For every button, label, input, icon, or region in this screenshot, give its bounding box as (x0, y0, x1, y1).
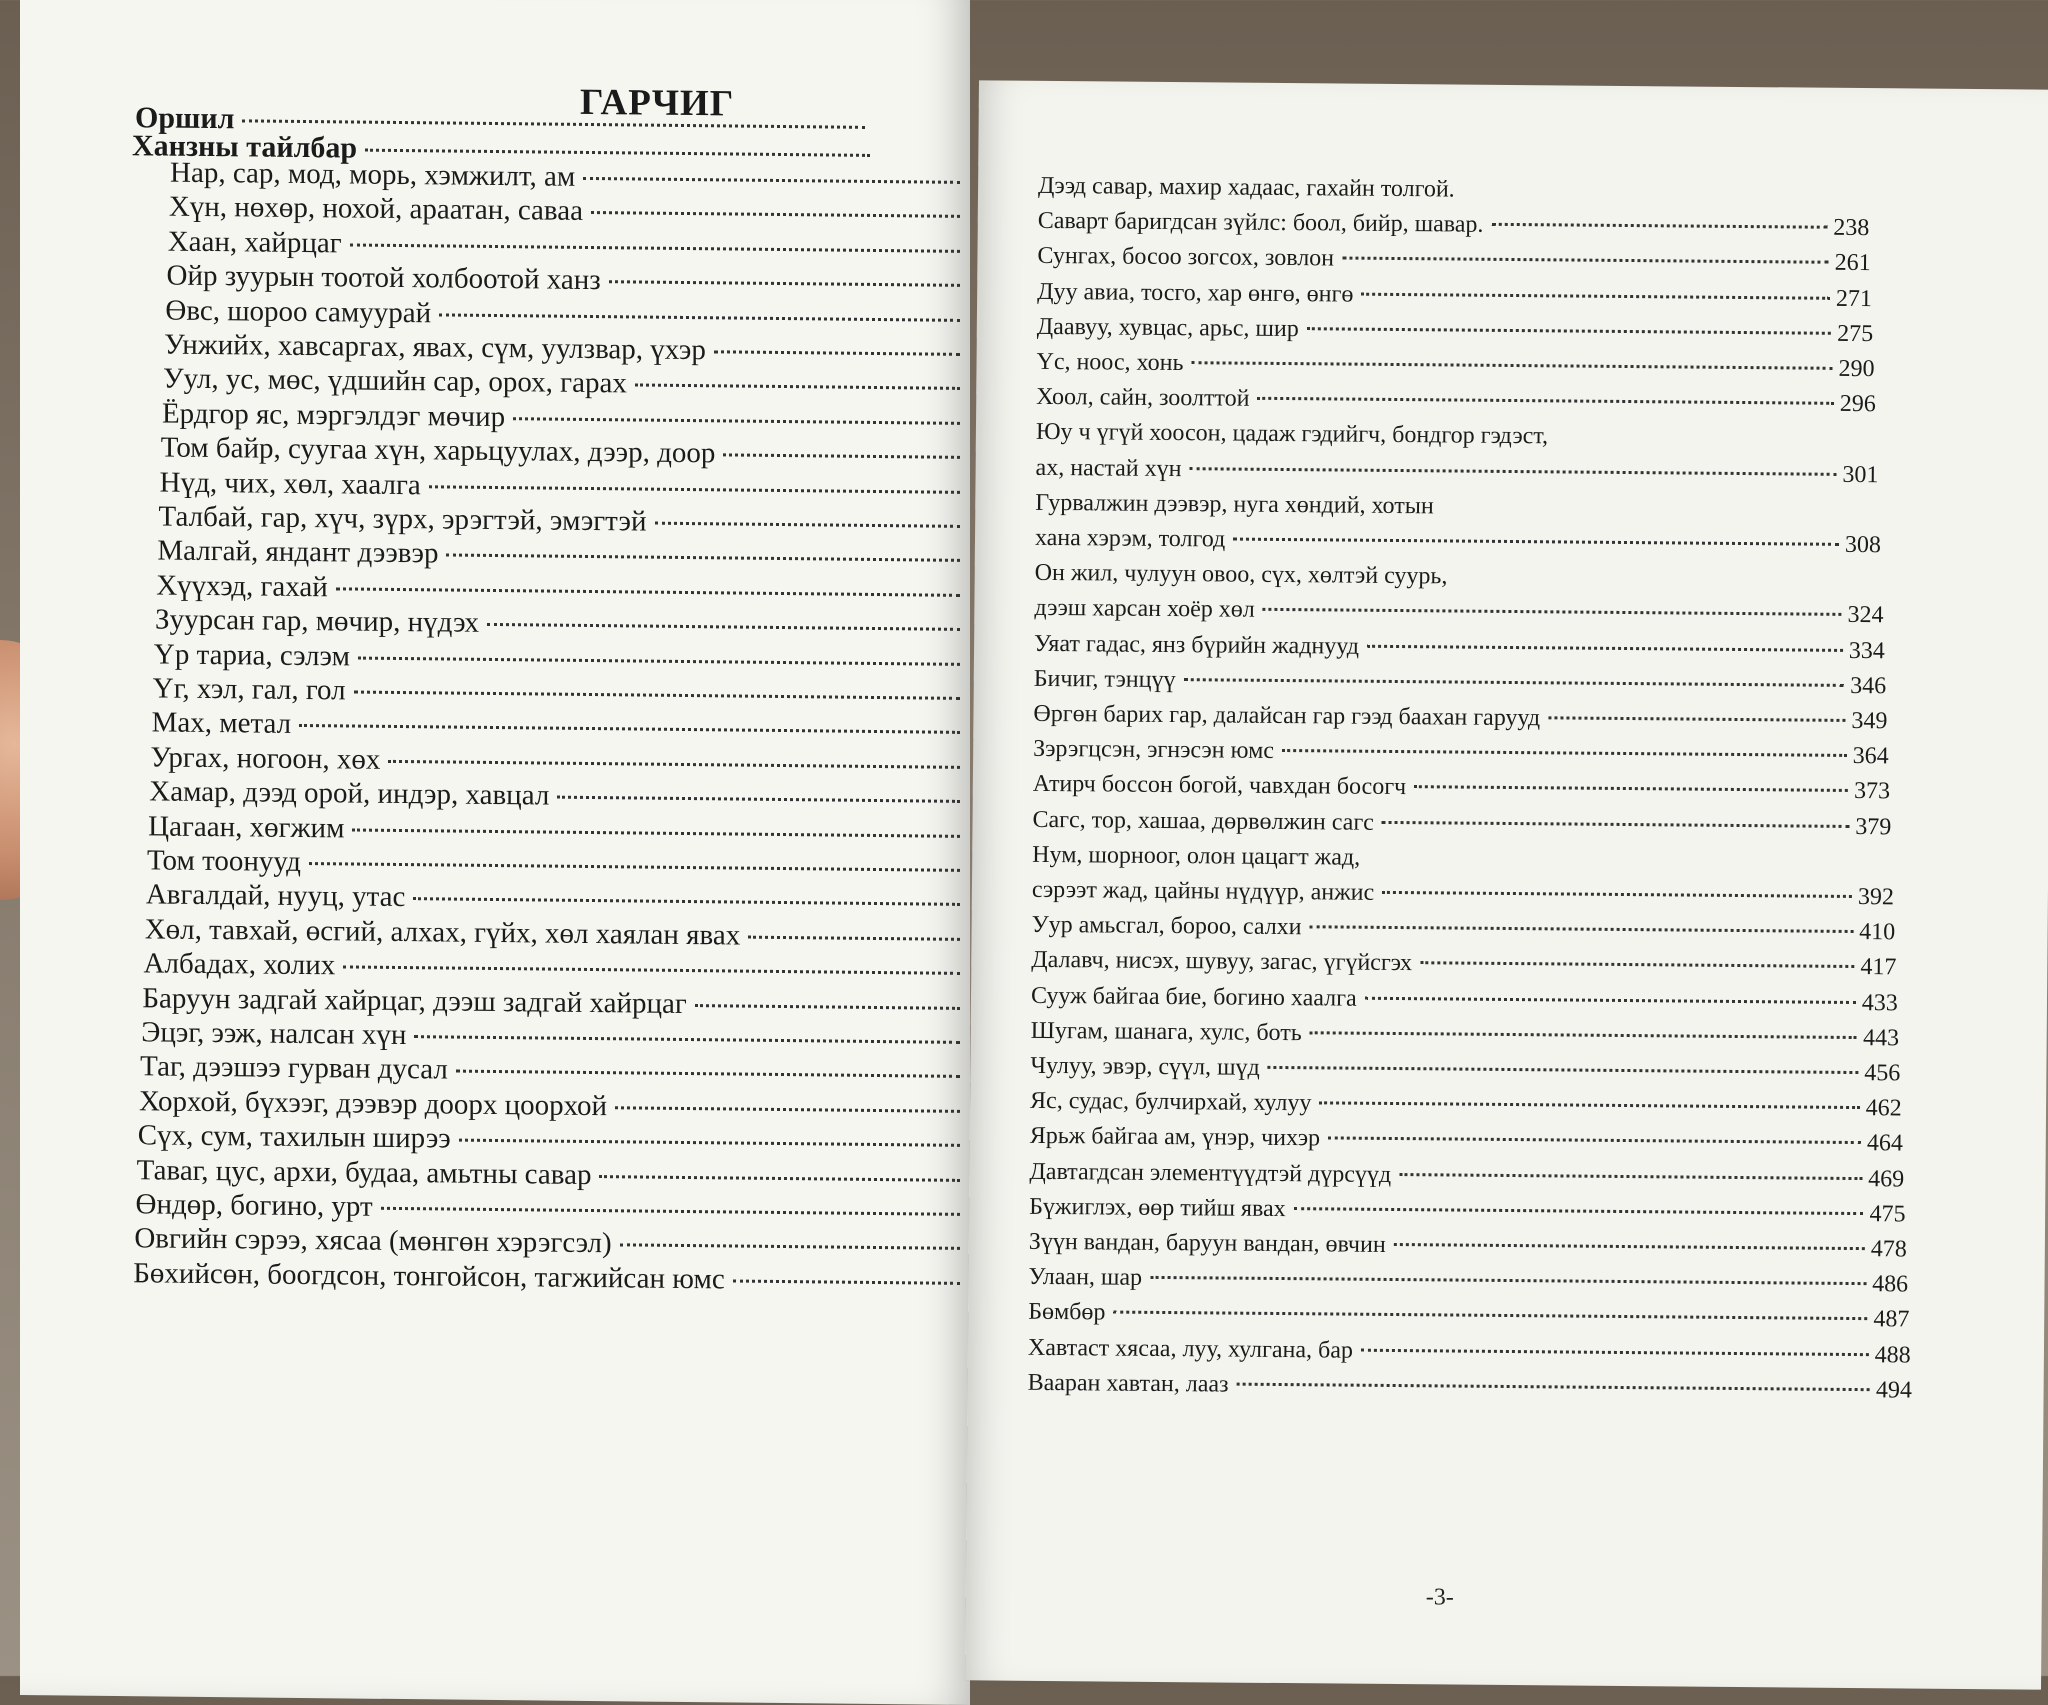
entry-text: ах, настай хүн (1035, 454, 1182, 482)
entry-text: Давтагдсан элементүүдтэй дүрсүүд (1029, 1158, 1392, 1188)
entry-text: Зэрэгцсэн, эгнэсэн юмс (1033, 736, 1275, 765)
toc-entry[interactable] (1036, 454, 1879, 488)
dot-leader (1394, 1243, 1865, 1250)
entry-text: Зуурсан гар, мөчир, нүдэх (155, 603, 479, 640)
dot-leader (635, 384, 960, 390)
toc-entry[interactable] (1037, 278, 1872, 312)
dot-leader (609, 280, 960, 287)
entry-text: Том тоонууд (147, 844, 301, 878)
dot-leader (1342, 257, 1829, 264)
entry-text: Эцэг, ээж, налсан хүн (141, 1016, 407, 1052)
entry-text: Хөл, тавхай, өсгий, алхах, гүйх, хөл хаялан явах (144, 913, 741, 952)
entry-page-number: 346 (1850, 672, 1887, 700)
dot-leader (714, 350, 960, 356)
dot-leader (336, 587, 960, 597)
dot-leader (343, 966, 960, 975)
entry-page-number: 488 (1874, 1341, 1911, 1369)
toc-entry[interactable] (133, 1257, 960, 1299)
dot-leader (413, 898, 960, 907)
entry-text: Албадах, холих (143, 947, 336, 982)
dot-leader (1382, 820, 1849, 827)
dot-leader (1268, 1066, 1859, 1074)
entry-text: Унжийх, хавсаргах, явах, сүм, уулзвар, үхэр (164, 328, 706, 367)
entry-page-number: 261 (1834, 250, 1871, 277)
entry-text: Оршил (135, 101, 235, 136)
dot-leader (583, 177, 960, 184)
entry-text: Овгийн сэрээ, хясаа (мөнгөн хэрэгсэл) (134, 1222, 612, 1260)
entry-page-number: 271 (1835, 285, 1873, 312)
entry-text: Сүх, сум, тахилын ширээ (137, 1119, 451, 1155)
entry-text: Юу ч үгүй хоосон, цадаж гэдийгч, бондгор гэдэст, (1035, 419, 1549, 450)
toc-entry[interactable] (1028, 1264, 1908, 1299)
dot-leader (1150, 1276, 1866, 1285)
entry-text: Дуу авиа, тосго, хар өнгө, өнгө (1037, 278, 1354, 308)
entry-page-number: 464 (1866, 1130, 1904, 1157)
entry-text: Хамар, дээд орой, индэр, хавцал (149, 775, 550, 812)
entry-page-number: 487 (1873, 1306, 1910, 1333)
dot-leader (1258, 397, 1834, 405)
toc-entry[interactable] (1030, 1088, 1902, 1123)
entry-text: Бөмбөр (1028, 1299, 1106, 1326)
entry-text: Үр тариа, сэлэм (153, 638, 351, 673)
entry-page-number: 494 (1875, 1377, 1913, 1404)
entry-text: Хаан, хайрцаг (167, 225, 342, 260)
dot-leader (1548, 716, 1845, 722)
dot-leader (1491, 223, 1827, 229)
entry-page-number: 478 (1870, 1236, 1907, 1263)
dot-leader (1319, 1102, 1859, 1110)
entry-page-number: 462 (1865, 1095, 1902, 1122)
entry-text: Зүүн вандан, баруун вандан, өвчин (1028, 1228, 1386, 1258)
dot-leader (1282, 749, 1847, 757)
entry-text: Ёрдгор яс, мэргэлдэг мөчир (161, 397, 506, 433)
entry-page-number: 475 (1869, 1200, 1906, 1228)
entry-text: Атирч боссон богой, чавхдан босогч (1032, 771, 1407, 801)
entry-page-number: 373 (1853, 778, 1891, 805)
toc-entry[interactable] (1037, 314, 1874, 348)
entry-text: Бөхийсөн, боогдсон, тонгойсон, тагжийсан юмс (133, 1257, 725, 1296)
entry-page-number: 486 (1872, 1271, 1909, 1298)
dot-leader (456, 1070, 960, 1078)
dot-leader (1399, 1173, 1862, 1180)
dot-leader (446, 554, 960, 562)
dot-leader (615, 1106, 960, 1113)
dot-leader (1361, 1348, 1869, 1355)
toc-entry[interactable] (1029, 1229, 1907, 1264)
entry-text: Таваг, цус, архи, будаа, амьтны савар (136, 1153, 592, 1191)
dot-leader (1361, 292, 1830, 299)
entry-page-number: 456 (1864, 1060, 1901, 1087)
dot-leader (309, 862, 960, 872)
page-number: -3- (1425, 1584, 1454, 1611)
dot-leader (1365, 996, 1856, 1003)
dot-leader (513, 417, 960, 425)
dot-leader (1190, 467, 1837, 476)
dot-leader (487, 623, 960, 631)
entry-text: Далавч, нисэх, шувуу, загас, үгүйсгэх (1031, 947, 1413, 977)
toc-entry[interactable] (1032, 912, 1896, 947)
entry-text: Уул, ус, мөс, үдшийн сар, орох, гарах (163, 362, 627, 400)
right-page (965, 80, 2048, 1689)
entry-text: Уур амьсгал, бороо, салхи (1031, 912, 1302, 941)
toc-entry[interactable] (1031, 1018, 1900, 1053)
entry-text: Чулуу, эвэр, сүүл, шүд (1030, 1052, 1260, 1081)
toc-entry[interactable] (1029, 1194, 1906, 1229)
entry-text: Яс, судас, булчирхай, хулуу (1029, 1088, 1312, 1117)
dot-leader (591, 211, 960, 218)
entry-page-number: 349 (1851, 707, 1888, 735)
toc-entry[interactable] (1034, 630, 1885, 664)
toc-entry[interactable] (1037, 243, 1870, 277)
toc-entry[interactable] (1032, 877, 1894, 912)
entry-text: Малгай, яндант дээвэр (157, 534, 439, 570)
toc-entry[interactable] (1036, 384, 1876, 418)
entry-page-number: 392 (1857, 884, 1895, 911)
entry-page-number: 275 (1837, 320, 1874, 347)
dot-leader (1237, 1382, 1870, 1391)
entry-text: Хүн, нөхөр, нохой, араатан, саваа (168, 190, 583, 228)
entry-text: Он жил, чулуун овоо, сүх, хөлтэй суурь, (1034, 560, 1448, 590)
entry-text: Талбай, гар, хүч, зүрх, эрэгтэй, эмэгтэй (158, 500, 647, 538)
toc-entry[interactable] (1034, 666, 1887, 700)
entry-text: дээш харсан хоёр хөл (1034, 595, 1255, 624)
entry-text: Даавуу, хувцас, арьс, шир (1036, 313, 1299, 342)
dot-leader (381, 1207, 960, 1216)
entry-text: Өвс, шороо самуурай (165, 294, 432, 329)
toc-entry[interactable] (1032, 842, 1893, 877)
dot-leader (242, 119, 865, 129)
dot-leader (459, 1139, 960, 1147)
dot-leader (439, 313, 960, 321)
entry-page-number: 324 (1847, 602, 1884, 629)
entry-page-number: 238 (1833, 214, 1870, 242)
entry-page-number: 410 (1859, 919, 1896, 946)
entry-page-number: 296 (1839, 391, 1876, 418)
toc-entry[interactable] (1035, 490, 1880, 524)
toc-entry[interactable] (1032, 806, 1891, 840)
entry-text: Өргөн барих гар, далайсан гар гээд баахан гарууд (1033, 700, 1541, 732)
entry-page-number: 301 (1842, 461, 1879, 488)
dot-leader (748, 935, 960, 940)
entry-page-number: 417 (1860, 954, 1897, 981)
dot-leader (733, 1279, 960, 1284)
dot-leader (352, 828, 960, 837)
entry-text: Сагс, тор, хашаа, дөрвөлжин сагс (1032, 806, 1374, 836)
entry-text: Ханзны тайлбар (132, 129, 358, 165)
entry-page-number: 433 (1861, 989, 1898, 1016)
toc-entry[interactable] (1028, 1370, 1913, 1405)
entry-text: Сунгах, босоо зогсох, зовлон (1037, 243, 1335, 272)
entry-text: Өндөр, богино, урт (135, 1188, 373, 1223)
dot-leader (1113, 1311, 1867, 1321)
entry-text: Улаан, шар (1028, 1264, 1143, 1291)
toc-entry[interactable] (1036, 349, 1874, 383)
entry-text: Авгалдай, нууц, утас (145, 878, 406, 914)
dot-leader (1184, 678, 1845, 687)
dot-leader (557, 796, 960, 803)
entry-text: Үс, ноос, хонь (1036, 348, 1184, 377)
toc-entry[interactable] (1035, 525, 1881, 559)
entry-text: сэрээт жад, цайны нүдүүр, анжис (1031, 876, 1375, 906)
entry-text: Дээд савар, махир хадаас, гахайн толгой. (1037, 172, 1455, 203)
dot-leader (1307, 327, 1831, 335)
entry-page-number: 308 (1844, 531, 1882, 559)
entry-page-number: 443 (1862, 1024, 1900, 1052)
dot-leader (388, 760, 960, 769)
dot-leader (1191, 361, 1832, 370)
entry-text: Үг, хэл, гал, гол (152, 672, 346, 707)
entry-text: Саварт баригдсан зүйлс: боол, бийр, шавар. (1037, 208, 1484, 238)
entry-text: Уяат гадас, янз бүрийн жаднууд (1033, 630, 1360, 660)
dot-leader (620, 1244, 960, 1251)
dot-leader (358, 656, 960, 665)
entry-text: Вааран хавтан, лааз (1027, 1369, 1229, 1398)
entry-page-number: 469 (1868, 1165, 1905, 1193)
dot-leader (599, 1175, 960, 1182)
dot-leader (414, 1035, 960, 1044)
entry-page-number: 290 (1838, 355, 1875, 383)
dot-leader (1263, 608, 1842, 616)
dot-leader (1294, 1207, 1864, 1215)
dot-leader (299, 724, 960, 734)
entry-text: Нүд, чих, хөл, хаалга (159, 466, 421, 501)
dot-leader (1414, 786, 1848, 793)
toc-entry[interactable] (1033, 771, 1890, 805)
toc-entry[interactable] (1033, 701, 1887, 735)
entry-text: Хорхой, бүхээг, дээвэр доорх цоорхой (138, 1085, 608, 1122)
entry-text: Нар, сар, мод, морь, хэмжилт, ам (170, 156, 576, 193)
toc-entry[interactable] (1035, 560, 1883, 594)
toc-entry[interactable] (1031, 947, 1896, 982)
toc-entry[interactable] (1034, 595, 1883, 629)
entry-text: Таг, дээшээ гурван дусал (140, 1050, 448, 1086)
dot-leader (429, 485, 960, 494)
entry-page-number: 364 (1852, 743, 1889, 770)
entry-page-number: 379 (1855, 813, 1892, 840)
dot-leader (655, 522, 960, 528)
toc-entry[interactable] (1031, 982, 1898, 1017)
entry-text: Бичиг, тэнцүү (1033, 665, 1176, 693)
entry-text: хана хэрэм, толгод (1034, 524, 1226, 553)
entry-text: Баруун задгай хайрцаг, дээш задгай хайрцаг (142, 981, 687, 1020)
left-page (20, 0, 970, 1705)
dot-leader (1382, 891, 1852, 898)
dot-leader (695, 1004, 960, 1010)
entry-text: Ярьж байгаа ам, үнэр, чихэр (1029, 1123, 1321, 1152)
entry-text: Том байр, суугаа хүн, харьцуулах, дээр, доор (160, 431, 716, 470)
toc-entry[interactable] (1036, 419, 1877, 453)
toc-title: ГАРЧИГ (580, 81, 735, 125)
dot-leader (1420, 962, 1854, 969)
toc-entry[interactable] (1028, 1299, 1909, 1334)
entry-text: Гурвалжин дээвэр, нуга хөндий, хотын (1035, 489, 1434, 520)
entry-text: Шугам, шанага, хулс, боть (1030, 1017, 1302, 1046)
toc-entry[interactable] (1030, 1053, 1900, 1088)
right-toc-list (979, 80, 2048, 1404)
dot-leader (1233, 538, 1839, 546)
dot-leader (723, 454, 960, 459)
dot-leader (1328, 1137, 1861, 1145)
dot-leader (350, 243, 960, 252)
entry-text: Хоол, сайн, зоолттой (1036, 384, 1250, 412)
entry-text: Мах, метал (151, 706, 292, 741)
dot-leader (1367, 644, 1843, 651)
dot-leader (1310, 1031, 1857, 1039)
entry-text: Ургах, ногоон, хөх (150, 741, 381, 776)
entry-text: Нум, шорноог, олон цацагт жад, (1032, 841, 1361, 871)
entry-text: Хавтаст хясаа, луу, хулгана, бар (1027, 1334, 1354, 1364)
entry-text: Бүжиглэх, өөр тийш явах (1029, 1193, 1286, 1222)
entry-page-number: 334 (1848, 637, 1885, 664)
entry-text: Хүүхэд, гахай (156, 569, 328, 604)
entry-text: Ойр зуурын тоотой холбоотой ханз (166, 259, 601, 297)
toc-entry[interactable] (1038, 173, 1868, 207)
toc-entry[interactable] (1028, 1334, 1911, 1369)
dot-leader (365, 149, 870, 157)
dot-leader (354, 691, 960, 700)
entry-text: Сууж байгаа бие, богино хаалга (1030, 982, 1357, 1012)
dot-leader (1310, 925, 1854, 933)
toc-entry[interactable] (1030, 1123, 1903, 1158)
toc-entry[interactable] (1038, 208, 1870, 242)
toc-entry[interactable] (1029, 1158, 1904, 1193)
entry-text: Цагаан, хөгжим (148, 809, 345, 845)
toc-entry[interactable] (1033, 736, 1889, 770)
